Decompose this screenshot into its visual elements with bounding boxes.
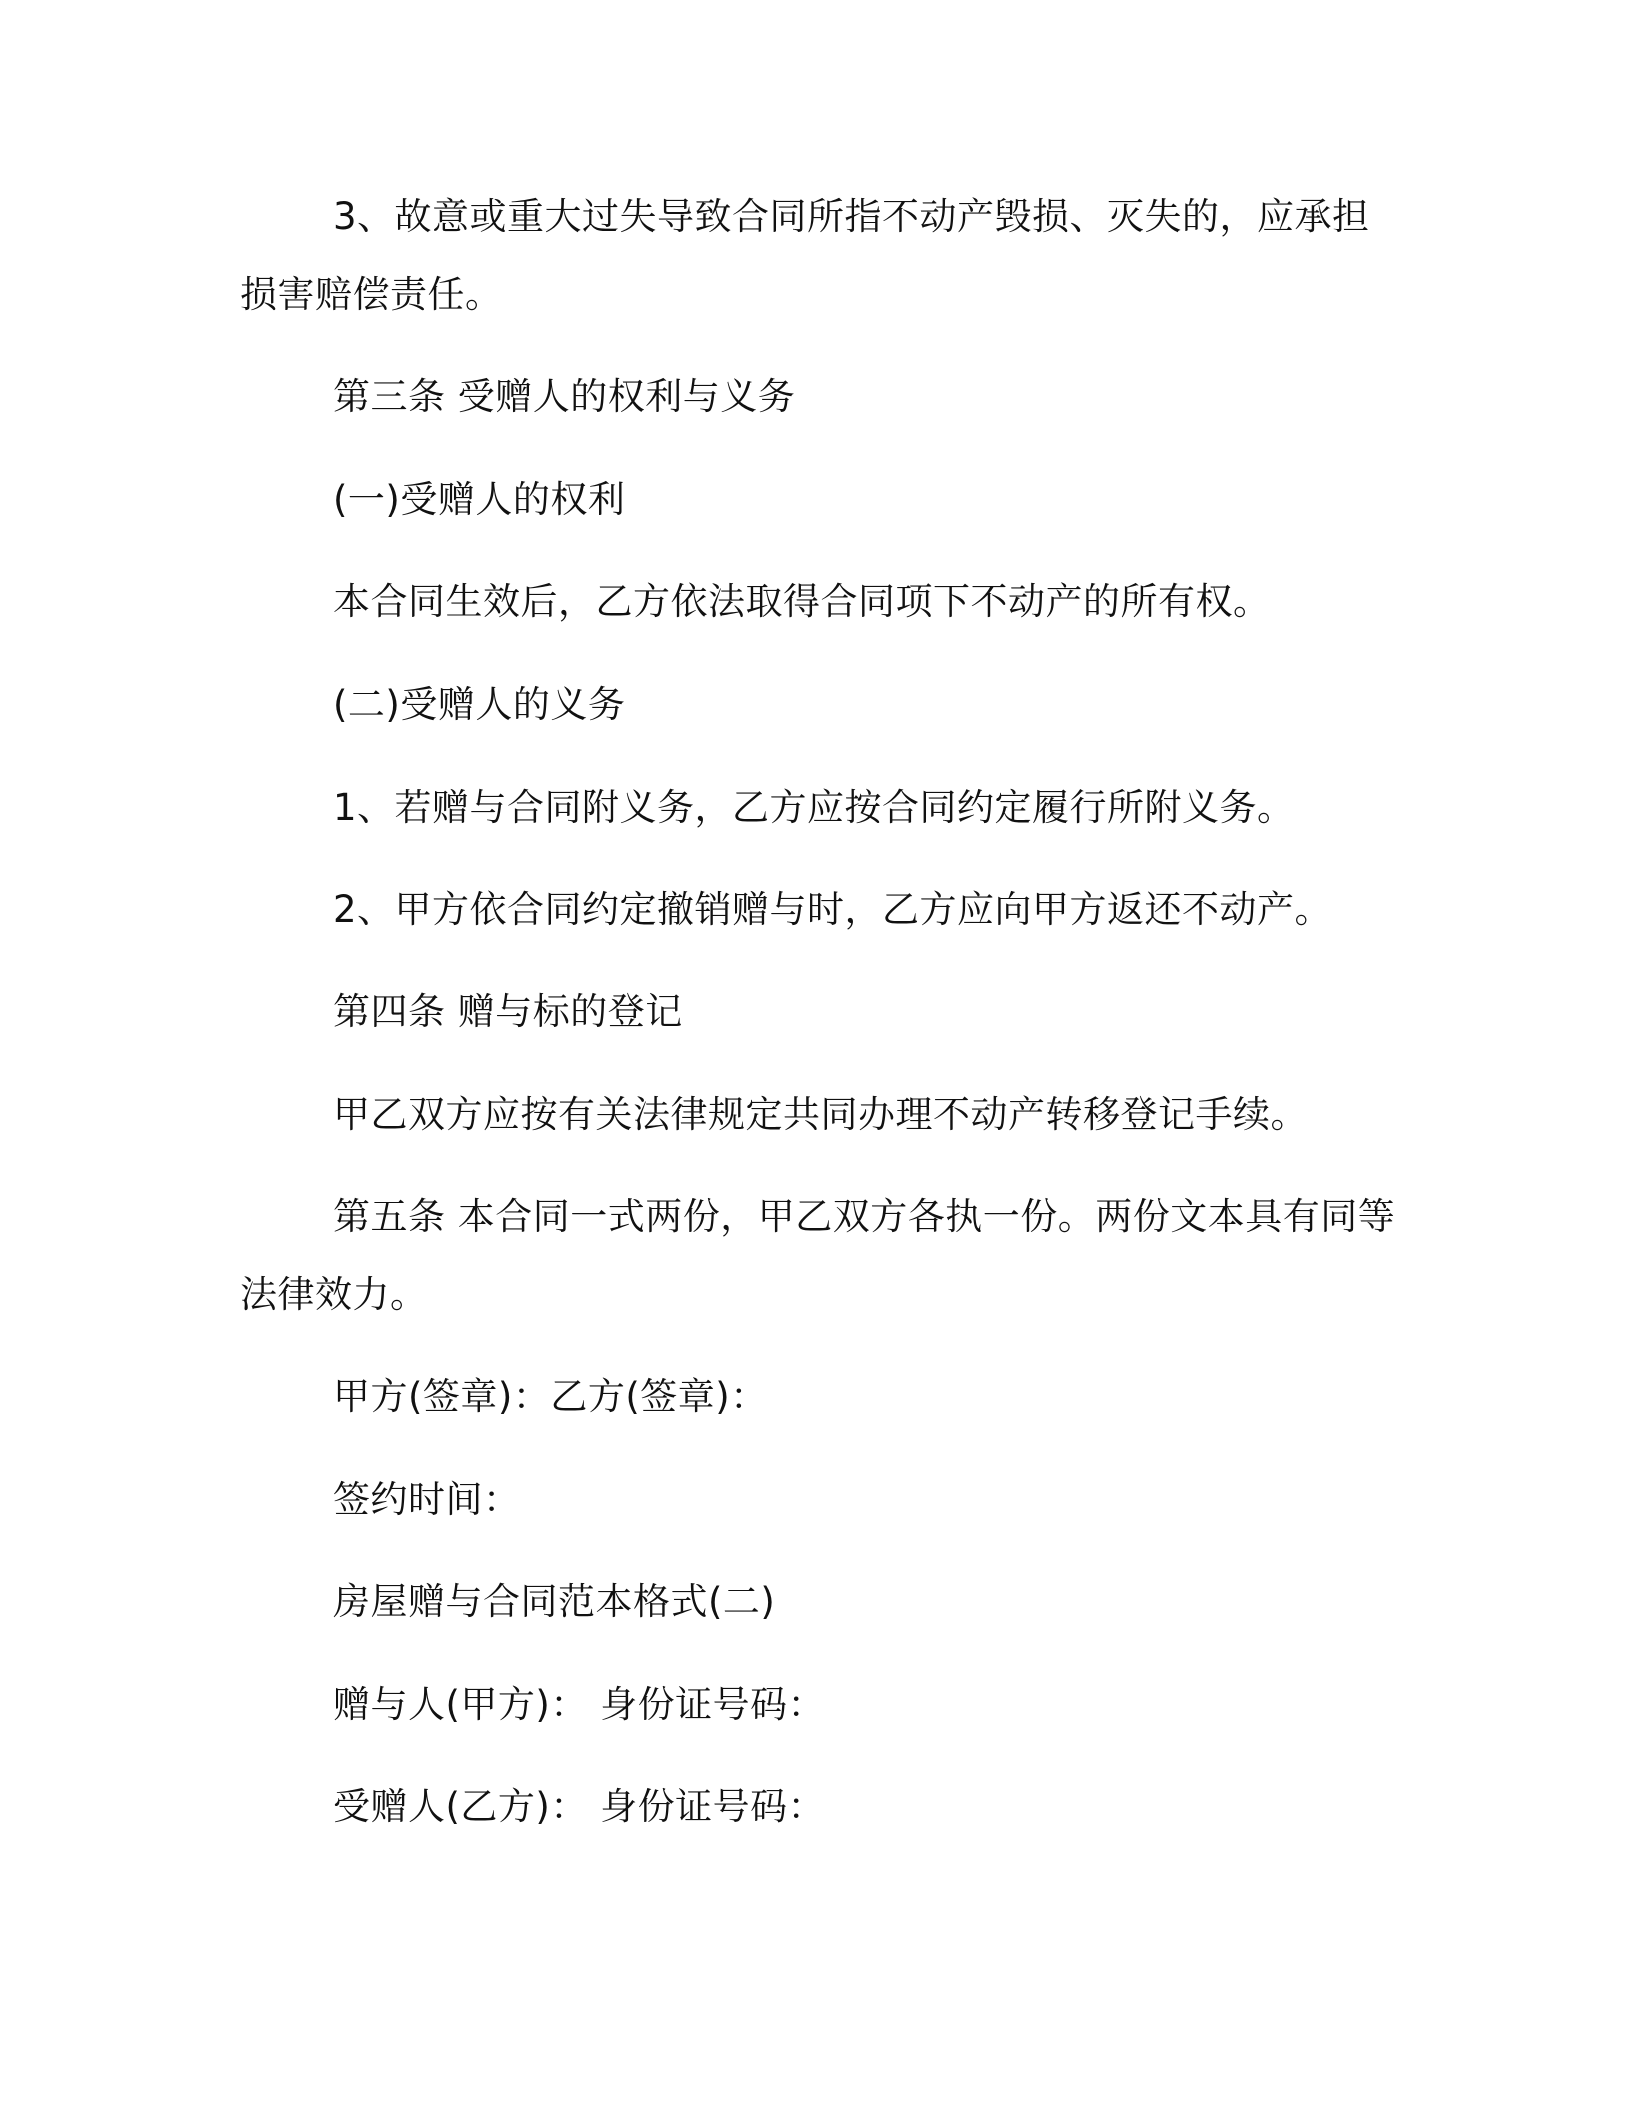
signature-line: 甲方(签章)：乙方(签章)： <box>333 1375 768 1418</box>
article-5-line-2: 法律效力。 <box>240 1273 428 1316</box>
section-donee-obligations-heading: (二)受赠人的义务 <box>333 683 626 726</box>
paragraph-clause-3-line-2: 损害赔偿责任。 <box>240 273 503 316</box>
paragraph-donee-rights: 本合同生效后，乙方依法取得合同项下不动产的所有权。 <box>333 580 1271 623</box>
donor-party-line: 赠与人(甲方)： 身份证号码： <box>333 1683 826 1726</box>
donee-party-line: 受赠人(乙方)： 身份证号码： <box>333 1785 826 1828</box>
section-donee-rights-heading: (一)受赠人的权利 <box>333 478 626 521</box>
signing-date-line: 签约时间： <box>333 1478 521 1521</box>
article-5-line-1: 第五条 本合同一式两份，甲乙双方各执一份。两份文本具有同等 <box>333 1195 1396 1238</box>
paragraph-obligation-2: 2、甲方依合同约定撤销赠与时，乙方应向甲方返还不动产。 <box>333 888 1333 931</box>
article-3-heading: 第三条 受赠人的权利与义务 <box>333 375 796 418</box>
paragraph-registration: 甲乙双方应按有关法律规定共同办理不动产转移登记手续。 <box>333 1093 1308 1136</box>
article-4-heading: 第四条 赠与标的登记 <box>333 990 683 1033</box>
paragraph-clause-3-line-1: 3、故意或重大过失导致合同所指不动产毁损、灭失的，应承担 <box>333 195 1370 238</box>
paragraph-obligation-1: 1、若赠与合同附义务，乙方应按合同约定履行所附义务。 <box>333 786 1295 829</box>
template-title-2: 房屋赠与合同范本格式(二) <box>333 1580 776 1623</box>
